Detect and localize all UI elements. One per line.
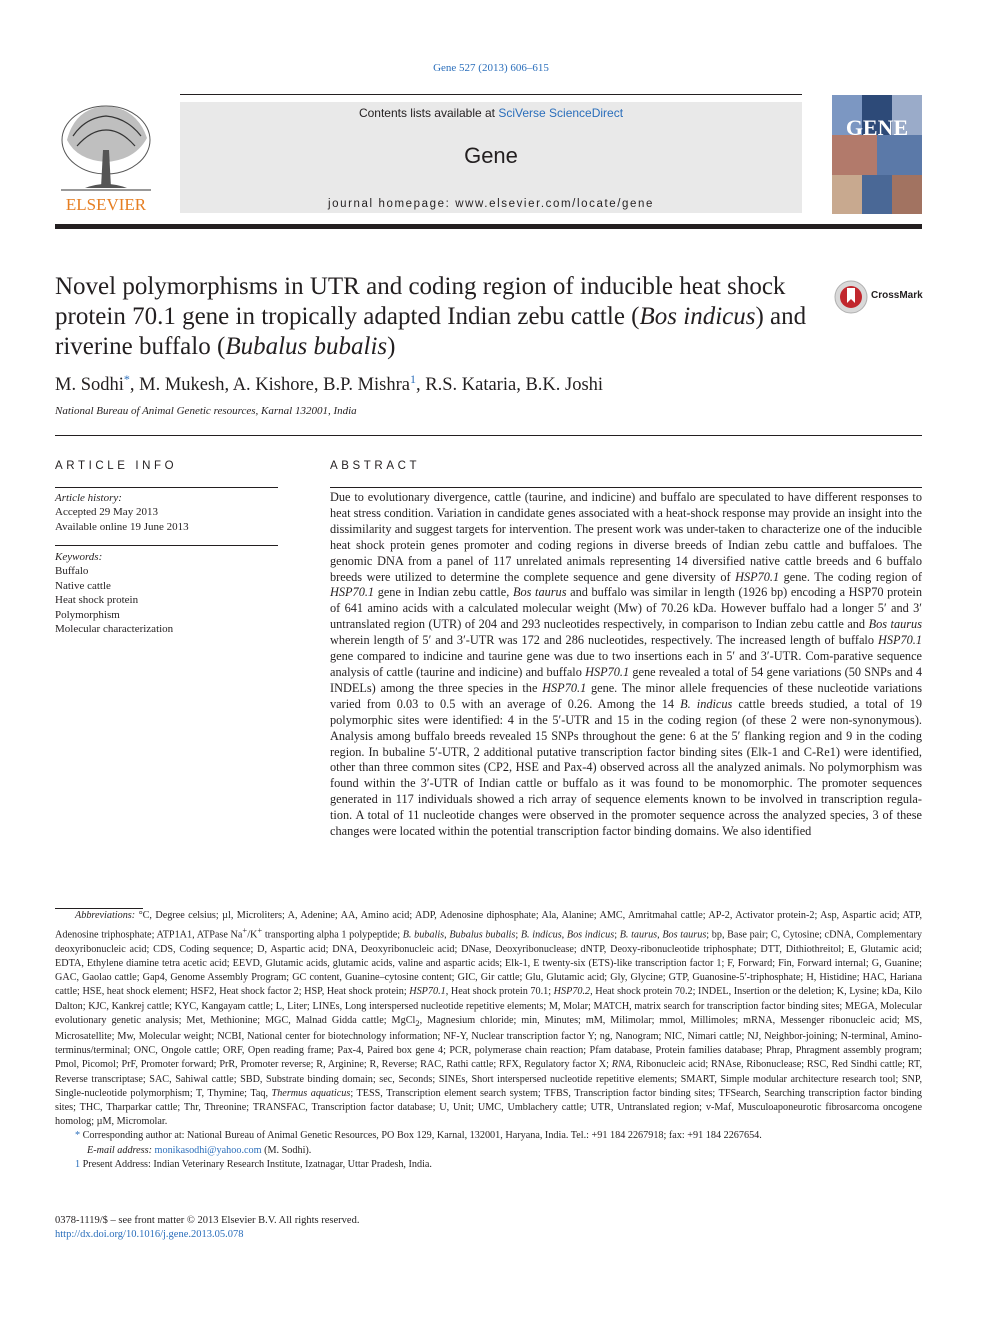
article-title: Novel polymorphisms in UTR and coding region of inducible heat shock protein 70.1 gene in tropically adapted Indian zebu cattle (Bos indicus) and riverine buffalo (Bubalus bubalis) bbox=[55, 273, 807, 360]
author-name[interactable]: M. Sodhi bbox=[55, 375, 124, 396]
sciencedirect-link[interactable]: SciVerse ScienceDirect bbox=[498, 106, 624, 120]
journal-cover-image[interactable] bbox=[832, 95, 922, 214]
author-name[interactable]: M. Mukesh bbox=[139, 375, 225, 396]
keyword-item: Native cattle bbox=[55, 579, 111, 592]
history-accepted: Accepted 29 May 2013 bbox=[55, 506, 158, 519]
keyword-item: Polymorphism bbox=[55, 608, 120, 621]
present-address-mark[interactable]: 1 bbox=[75, 1158, 81, 1170]
abstract-rule bbox=[330, 487, 922, 488]
footnotes bbox=[55, 909, 922, 1172]
elsevier-tree-icon bbox=[55, 100, 157, 214]
email-footnote bbox=[55, 1144, 922, 1158]
contents-line bbox=[180, 106, 802, 120]
author-affiliation: National Bureau of Animal Genetic resources, Karnal 132001, India bbox=[55, 405, 357, 417]
keywords-rule bbox=[55, 545, 278, 546]
contents-prefix: Contents lists available at bbox=[358, 106, 499, 120]
header-top-rule bbox=[180, 94, 802, 95]
author-list: M. Sodhi*, M. Mukesh, A. Kishore, B.P. Mishra$^1$, R.S. Kataria, B.K. Joshi bbox=[55, 372, 604, 396]
keyword-item: Buffalo bbox=[55, 565, 89, 578]
keyword-item: Molecular characterization bbox=[55, 623, 174, 636]
email-link[interactable]: monikasodhi@yahoo.com bbox=[154, 1144, 262, 1156]
abstract-text: Due to evolutionary divergence, cattle (taurine, and indicine) and buffalo are speculated to have different responses to heat stress condition. Variation in candidate genes associated with a heat-shock response may provide an insight into the dissimilarity and suggest targets for intervention. The present work was under-taken to characterize one of the inducible heat shock protein genes promoter and coding regions in diverse breeds of Indian zebu cattle and buffaloes. The genomic DNA from a panel of 117 unrelated animals representing 14 diversified native cattle breeds and 6 buffalo breeds were utilized to determine the complete sequence and gene diversity of HSP70.1 gene. The coding region of HSP70.1 gene in Indian zebu cattle, Bos taurus and buffalo was similar in length (1926 bp) encoding a HSP70 protein of 641 amino acids with a calculated molecular weight (Mw) of 70.26 kDa. However buffalo had a longer 5′ and 3′ untranslated region (UTR) of 204 and 293 nucleotides respectively, in comparison to Indian zebu cattle and Bos taurus wherein length of 5′ and 3′-UTR was 172 and 286 nucleotides, respectively. The increased length of buffalo HSP70.1 gene compared to indicine and taurine gene was due to two insertions each in 5′ and 3′-UTR. Com-parative sequence analysis of cattle (taurine and indicine) and buffalo HSP70.1 gene revealed a total of 54 gene variations (50 SNPs and 4 INDELs) among the three species in the HSP70.1 gene. The minor allele frequencies of these nucleotide variations varied from 0.03 to 0.5 with an average of 0.26. Among the 14 B. indicus cattle breeds studied, a total of 19 polymorphic sites were identified: 4 in the 5′-UTR and 15 in the coding region (of these 2 were non-synonymous). Analysis among buffalo breeds revealed 15 SNPs throughout the gene: 6 at the 5′ flanking region and 9 in the coding region. In bubaline 5′-UTR, 2 additional putative transcription factor binding sites (Elk-1 and C-Re1) were identified, other than three common sites (CP2, HSE and Pax-4) observed across all the analyzed animals. No polymorphism was found within the 3′-UTR of Indian cattle or buffalo as it was found to be monomorphic. The promoter sequences generated in 117 individuals showed a rich array of sequence elements known to be involved in transcription regula-tion. A total of 11 nucleotide changes were observed in the promoter sequence across the analyzed species, 3 of these changes were located within the potential transcription factor binding domains. We also identified bbox=[330, 490, 923, 839]
journal-homepage[interactable]: journal homepage: www.elsevier.com/locate/gene bbox=[327, 198, 655, 210]
doi-link[interactable]: http://dx.doi.org/10.1016/j.gene.2013.05.078 bbox=[55, 1229, 244, 1240]
copyright-line: 0378-1119/$ – see front matter © 2013 Elsevier B.V. All rights reserved. bbox=[55, 1215, 360, 1226]
abbreviations-footnote: Abbreviations: °C, Degree celsius; µl, Microliters; A, Adenine; AA, Amino acid; ADP, Adenosine diphosphate; Ala, Alanine; AMC, Amritmahal cattle; AP-2, Activator protein-2; Asp, Aspartic acid; ATP, Adenosine triphosphate; ATP1A1, ATPase Na+/K+ transporting alpha 1 polypeptide; B. bubalis, Bubalus bubalis; B. indicus, Bos indicus; B. taurus, Bos taurus; bp, Base pair; C, Cytosine; cDNA, Complementary deoxyribonucleic acid; CDS, Coding sequence; D, Aspartic acid; DNA, Deoxyribonucleic acid; DNase, Deoxyribonuclease; dNTP, Deoxy-ribonucleotide triphosphate; DTT, Dithiothreitol; E, Glutamic acid; EDTA, Ethylene diamine tetra acetic acid; EEVD, Glutamic acids, glutamic acids, valine and aspartic acids; Elk-1, E twenty-six (ETS)-like transcription factor 1; F, Forward; Fin, Forward internal; G, Guanine; GAC, Gaolao cattle; Gap4, Genome Assembly Program; GC content, Guanine–cytosine content; GIC, Gir cattle; Glu, Glutamic acid; Gly, Glycine; GTP, Guanosine-5′-triphosphate; H, Histidine; HAC, Hariana cattle; HSE, heat shock element; HSF2, Heat shock factor 2; HSP, Heat shock protein; HSP70.1, Heat shock protein 70.1; HSP70.2, Heat shock protein 70.2; INDEL, Insertion or the deletion; K, Lysine; kDa, Kilo Dalton; KJC, Kankrej cattle; KYC, Kangayam cattle; L, Liter; LINEs, Long interspersed nucleotide repetitive elements; M, Molar; MATCH, matrix search for transcription factor binding sites; MEGA, Molecular evolutionary genetic analysis; Met, Methionine; MGC, Malnad Gidda cattle; MgCl$_2$, Magnesium chloride; min, Minutes; mM, Milimolar; mmol, Millimoles; mRNA, Messenger ribonucleic acid; MS, Microsatellite; Mw, Molecular weight; NCBI, National center for biotechnology information; NF-Y, Nuclear transcription factor Y; ng, Nanogram; NIC, Nimari cattle; NJ, Neighbor-joining; N-terminal, Amino-terminus/terminal; ONC, Ongole cattle; ORF, Open reading frame; Pax-4, Paired box gene 4; PCR, polymerase chain reaction; Pfam database, Protein families database; Phrap, Phragment assembly program; Pmol, Picomol; PrF, Promoter forward; PrR, Promoter reverse; R, Arginine; R, Reverse; RAC, Rathi cattle; RFX, Regulatory factor X; RNA, Ribonucleic acid; RNAse, Ribonuclease; RSC, Red Sindhi cattle; RT, Reverse transcriptase; SAC, Sahiwal cattle; SBD, Substrate binding domain; sec, Seconds; SINEs, Short interspersed nucleotide repetitive elements; SMART, Simple modular architecture research tool; SNP, Single-nucleotide polymorphism; T, Thymine; Taq, Thermus aquaticus; TESS, Transcription element search system; TFBS, Transcription factor binding sites; TFSearch, Searching transcription factor binding sites; THC, Tharparkar cattle; Thr, Threonine; TRANSFAC, Transcription factor database; U, Unit; UMC, Umblachery cattle; UTR, Untranslated region; v-Maf, Musculoaponeurotic fibrosarcoma oncogene homolog; µM, Micromolar. bbox=[55, 910, 923, 1128]
history-label: Article history: bbox=[55, 492, 122, 504]
journal-citation[interactable]: Gene 527 (2013) 606–615 bbox=[433, 62, 549, 74]
copyright-block bbox=[55, 1214, 359, 1242]
journal-name: Gene bbox=[464, 143, 518, 168]
svg-text:ELSEVIER: ELSEVIER bbox=[65, 195, 147, 214]
corresponding-text: Corresponding author at: National Bureau of Animal Genetic Resources, PO Box 129, Karnal, 132001, Haryana, India. Tel.: +91 184 2267918; fax: +91 184 2267654. bbox=[82, 1130, 762, 1142]
crossmark-badge[interactable] bbox=[833, 279, 923, 315]
article-history bbox=[55, 491, 278, 534]
article-info-heading: ARTICLE INFO bbox=[55, 460, 178, 472]
crossmark-icon bbox=[833, 279, 869, 315]
crossmark-label: CrossMark bbox=[871, 290, 923, 301]
author-mark[interactable]: 1 bbox=[410, 372, 416, 386]
author-name[interactable]: B.P. Mishra bbox=[323, 375, 410, 396]
elsevier-logo[interactable] bbox=[55, 100, 157, 214]
present-address-footnote bbox=[55, 1158, 922, 1172]
gene-cover-icon bbox=[832, 95, 922, 214]
email-suffix: (M. Sodhi). bbox=[264, 1144, 312, 1156]
keywords-label: Keywords: bbox=[55, 551, 103, 563]
affiliation-rule bbox=[55, 435, 922, 436]
author-name[interactable]: R.S. Kataria bbox=[425, 375, 517, 396]
corresponding-author-footnote bbox=[55, 1129, 922, 1143]
keyword-item: Heat shock protein bbox=[55, 594, 139, 607]
svg-text:GENE: GENE bbox=[845, 115, 909, 140]
abstract-heading: ABSTRACT bbox=[330, 460, 421, 472]
corresponding-mark[interactable]: * bbox=[75, 1130, 81, 1142]
author-name[interactable]: B.K. Joshi bbox=[525, 375, 604, 396]
email-label: E-mail address: bbox=[87, 1144, 152, 1156]
article-info-rule bbox=[55, 487, 278, 488]
author-mark[interactable]: * bbox=[123, 372, 130, 386]
author-name[interactable]: A. Kishore bbox=[232, 375, 314, 396]
keywords-block bbox=[55, 550, 278, 636]
header-thick-rule bbox=[55, 224, 922, 229]
history-online: Available online 19 June 2013 bbox=[55, 520, 189, 533]
present-address-text: Present Address: Indian Veterinary Research Institute, Izatnagar, Uttar Pradesh, India. bbox=[82, 1158, 432, 1170]
